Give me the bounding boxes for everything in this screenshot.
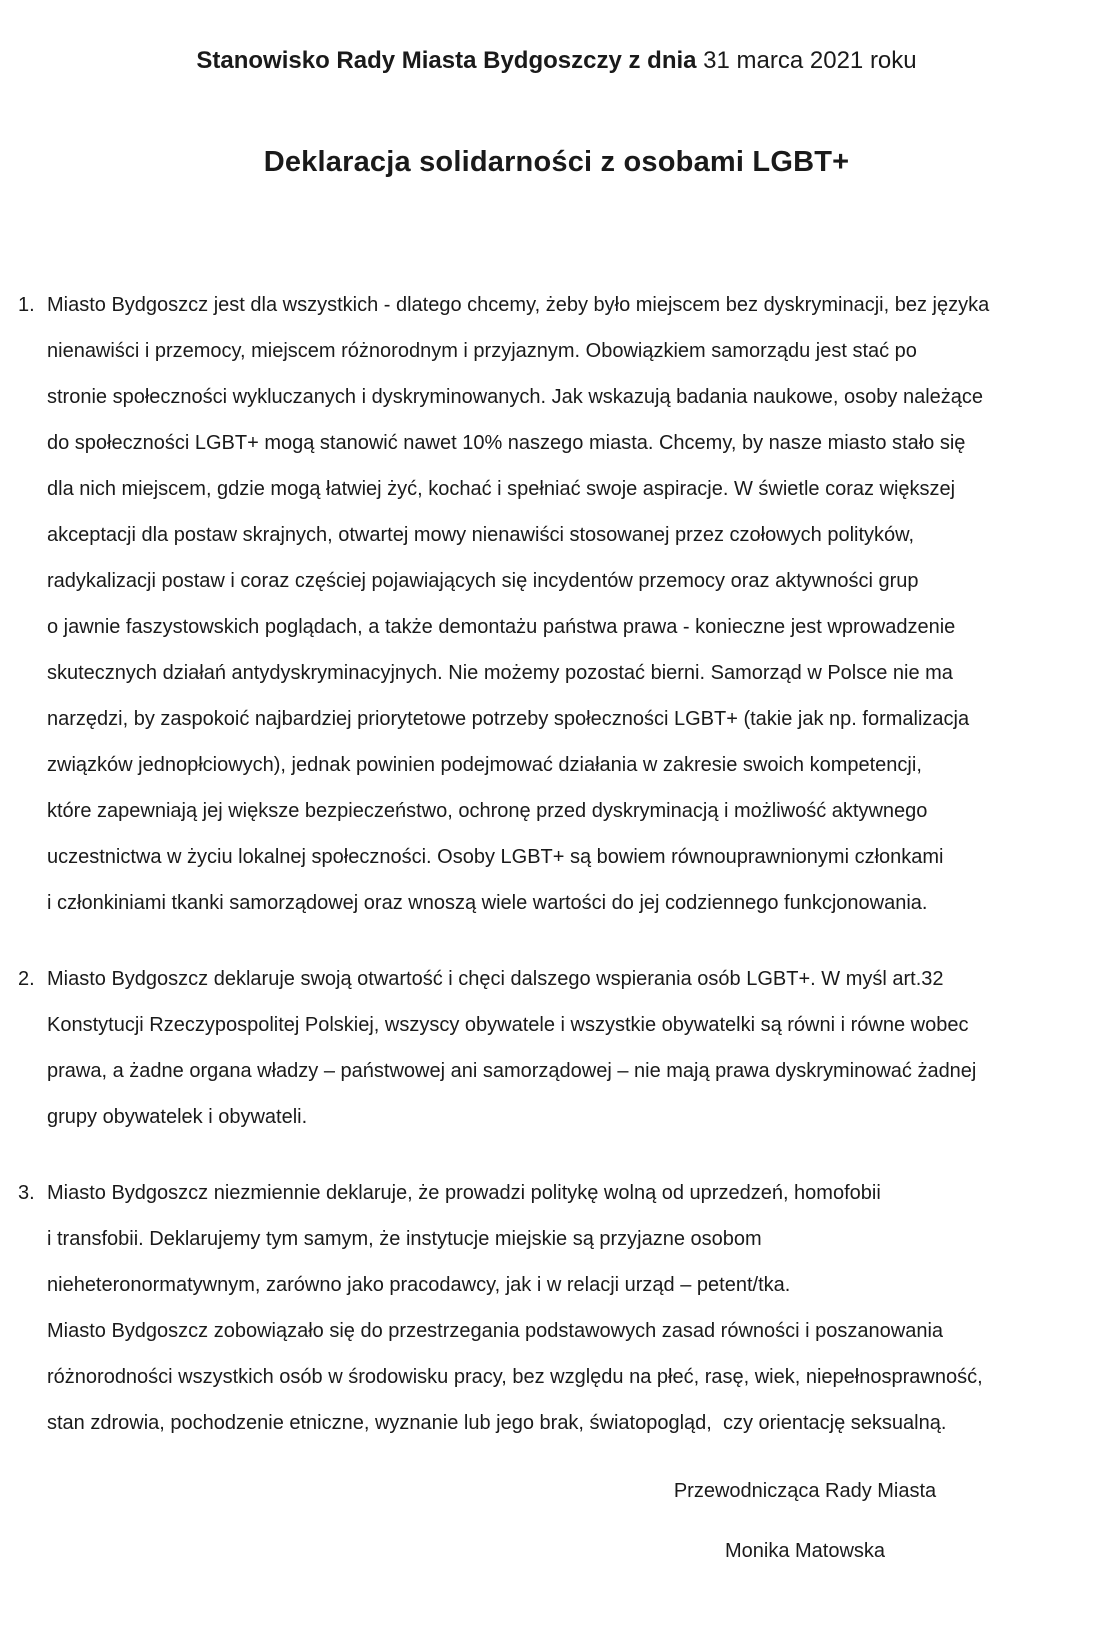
paragraph-line: narzędzi, by zaspokoić najbardziej priorytetowe potrzeby społeczności LGBT+ (takie jak np. formalizacja — [47, 708, 970, 730]
paragraph-line: grupy obywatelek i obywateli. — [47, 1106, 308, 1128]
paragraph-line: nienawiści i przemocy, miejscem różnorodnym i przyjaznym. Obowiązkiem samorządu jest stać po — [47, 340, 917, 362]
paragraph-line: różnorodności wszystkich osób w środowisku pracy, bez względu na płeć, rasę, wiek, niepełnosprawność, — [47, 1366, 983, 1388]
paragraph-line: prawa, a żadne organa władzy – państwowej ani samorządowej – nie mają prawa dyskryminować żadnej — [47, 1060, 977, 1082]
paragraph-line: stan zdrowia, pochodzenie etniczne, wyznanie lub jego brak, światopogląd, czy orientację seksualną. — [47, 1412, 947, 1434]
paragraph-line: uczestnictwa w życiu lokalnej społeczności. Osoby LGBT+ są bowiem równouprawnionymi członkami — [47, 846, 944, 868]
paragraph-list — [0, 282, 1113, 1446]
paragraph-line: i członkiniami tkanki samorządowej oraz wnoszą wiele wartości do jej codziennego funkcjonowania. — [47, 892, 928, 914]
header-bold-text: Stanowisko Rady Miasta Bydgoszczy z dnia — [196, 47, 697, 74]
paragraph-line: o jawnie faszystowskich poglądach, a także demontażu państwa prawa - konieczne jest wprowadzenie — [47, 616, 956, 638]
paragraph-line: Miasto Bydgoszcz zobowiązało się do przestrzegania podstawowych zasad równości i poszanowania — [47, 1320, 944, 1342]
paragraph-line: do społeczności LGBT+ mogą stanowić nawet 10% naszego miasta. Chcemy, by nasze miasto stało się — [47, 432, 966, 454]
paragraph-line: akceptacji dla postaw skrajnych, otwartej mowy nienawiści stosowanej przez czołowych polityków, — [47, 524, 915, 546]
paragraph-line: Konstytucji Rzeczypospolitej Polskiej, wszyscy obywatele i wszystkie obywatelki są równi i równe wobec — [47, 1014, 969, 1036]
paragraph-line: radykalizacji postaw i coraz częściej pojawiających się incydentów przemocy oraz aktywności grup — [47, 570, 919, 592]
paragraph-line: związków jednopłciowych), jednak powinien podejmować działania w zakresie swoich kompetencji, — [47, 754, 922, 776]
paragraph-line: stronie społeczności wykluczanych i dyskryminowanych. Jak wskazują badania naukowe, osoby należące — [47, 386, 984, 408]
paragraph-line: Miasto Bydgoszcz jest dla wszystkich - dlatego chcemy, żeby było miejscem bez dyskryminacji, bez języka — [47, 294, 990, 316]
numbered-paragraph — [0, 956, 1113, 1140]
paragraph-line: i transfobii. Deklarujemy tym samym, że instytucje miejskie są przyjazne osobom — [47, 1228, 762, 1250]
header-date-text: 31 marca 2021 roku — [696, 47, 917, 74]
signature-block — [655, 1476, 955, 1566]
paragraph-number: 1. — [18, 294, 35, 316]
paragraph-line: Miasto Bydgoszcz niezmiennie deklaruje, że prowadzi politykę wolną od uprzedzeń, homofobii — [47, 1182, 881, 1204]
document-header — [0, 0, 1113, 78]
signature-name: Monika Matowska — [724, 1540, 886, 1562]
paragraph-line: dla nich miejscem, gdzie mogą łatwiej żyć, kochać i spełniać swoje aspiracje. W świetle coraz większej — [47, 478, 956, 500]
numbered-paragraph — [0, 282, 1113, 926]
document-title: Deklaracja solidarności z osobami LGBT+ — [263, 146, 850, 178]
paragraph-line: skutecznych działań antydyskryminacyjnych. Nie możemy pozostać bierni. Samorząd w Polsce nie ma — [47, 662, 953, 684]
paragraph-line: które zapewniają jej większe bezpieczeństwo, ochronę przed dyskryminacją i możliwość aktywnego — [47, 800, 928, 822]
paragraph-line: Miasto Bydgoszcz deklaruje swoją otwartość i chęci dalszego wspierania osób LGBT+. W myśl art.32 — [47, 968, 944, 990]
paragraph-number: 2. — [18, 968, 35, 990]
paragraph-number: 3. — [18, 1182, 35, 1204]
paragraph-line: nieheteronormatywnym, zarówno jako pracodawcy, jak i w relacji urząd – petent/tka. — [47, 1274, 791, 1296]
signature-role: Przewodnicząca Rady Miasta — [673, 1480, 937, 1502]
numbered-paragraph — [0, 1170, 1113, 1446]
